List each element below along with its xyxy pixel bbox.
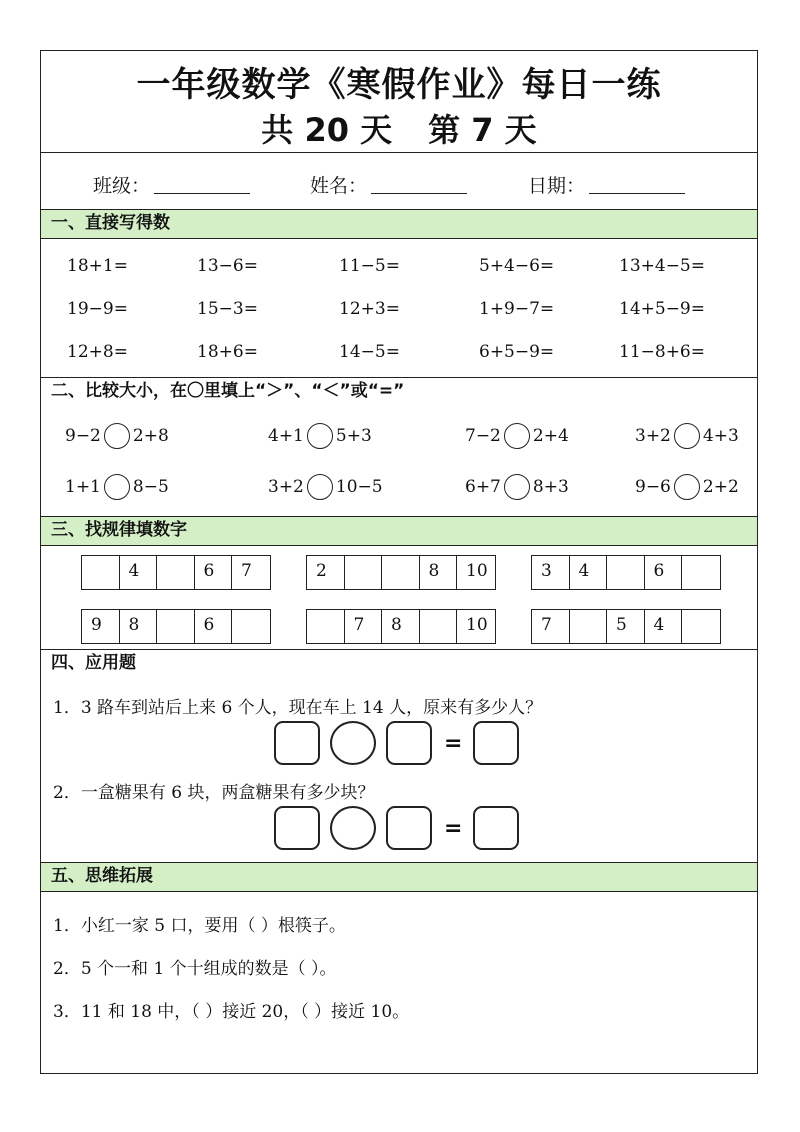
answer-box[interactable] [274,806,320,850]
name-label: 姓名： [310,175,368,197]
sequence-cell[interactable]: 7 [532,610,570,643]
compare-circle[interactable] [504,474,530,500]
compare-item [635,423,739,449]
compare-right: 8−5 [132,477,169,497]
worksheet-title: 一年级数学《寒假作业》每日一练 [136,65,662,105]
s1-problem: 14+5−9= [619,299,705,319]
compare-left: 9−6 [635,477,671,497]
answer-box[interactable] [386,806,432,850]
total-days: 共 20 天 [261,111,393,149]
s1-problem: 11−8+6= [619,342,705,362]
compare-right: 2+8 [132,426,169,446]
compare-circle[interactable] [307,474,333,500]
thinking-question-2: 2．5 个一和 1 个十组成的数是（ ）。 [53,959,337,979]
sequence-cell[interactable]: 5 [607,610,645,643]
compare-right: 2+4 [532,426,569,446]
compare-left: 4+1 [268,426,304,446]
s1-problem: 5+4−6= [479,256,555,276]
day-indicator [41,105,757,151]
operator-circle[interactable] [330,806,376,850]
current-day: 第 7 天 [428,111,537,149]
sequence-cell[interactable] [345,556,383,589]
sequence-cell[interactable] [82,556,120,589]
sequence-cell[interactable]: 4 [570,556,608,589]
sequence-row [531,609,721,644]
compare-left: 6+7 [465,477,501,497]
result-box[interactable] [473,806,519,850]
sequence-row [531,555,721,590]
thinking-question-3: 3．11 和 18 中，（ ）接近 20，（ ）接近 10。 [53,1002,410,1022]
word-problem-1: 1．3 路车到站后上来 6 个人，现在车上 14 人，原来有多少人？ [53,698,543,718]
compare-circle[interactable] [104,423,130,449]
compare-left: 3+2 [268,477,304,497]
compare-left: 3+2 [635,426,671,446]
section1-header: 一、直接写得数 [41,209,757,239]
sequence-cell[interactable]: 4 [120,556,158,589]
name-field[interactable] [310,171,467,198]
sequence-cell[interactable]: 6 [195,556,233,589]
sequence-cell[interactable]: 4 [645,610,683,643]
sequence-cell[interactable] [570,610,608,643]
compare-circle[interactable] [307,423,333,449]
s1-problem: 13−6= [197,256,258,276]
compare-right: 5+3 [335,426,372,446]
compare-circle[interactable] [674,474,700,500]
sequence-cell[interactable]: 8 [382,610,420,643]
sequence-cell[interactable]: 8 [120,610,158,643]
s1-problem: 19−9= [67,299,128,319]
section3-header: 三、找规律填数字 [41,516,757,546]
date-field[interactable] [528,171,685,198]
name-blank[interactable] [371,176,467,194]
compare-left: 9−2 [65,426,101,446]
s1-problem: 11−5= [339,256,400,276]
s1-problem: 13+4−5= [619,256,705,276]
s1-problem: 14−5= [339,342,400,362]
worksheet [40,50,758,1074]
section2-header: 二、比较大小，在〇里填上“＞”、“＜”或“=” [41,377,757,407]
sequence-cell[interactable] [157,556,195,589]
sequence-cell[interactable] [382,556,420,589]
sequence-cell[interactable]: 6 [195,610,233,643]
sequence-cell[interactable]: 7 [241,561,252,581]
sequence-cell[interactable]: 8 [420,556,458,589]
equals-sign: = [444,730,463,756]
compare-circle[interactable] [504,423,530,449]
s1-problem: 15−3= [197,299,258,319]
date-blank[interactable] [589,176,685,194]
sequence-cell[interactable]: 7 [345,610,383,643]
s1-problem: 6+5−9= [479,342,555,362]
sequence-row [306,609,496,644]
sequence-cell[interactable] [682,556,720,589]
compare-item [635,474,739,500]
s1-problem: 18+1= [67,256,128,276]
s1-problem: 12+3= [339,299,400,319]
compare-left: 7−2 [465,426,501,446]
sequence-cell[interactable] [157,610,195,643]
equals-sign: = [444,815,463,841]
sequence-cell[interactable]: 2 [307,556,345,589]
compare-left: 1+1 [65,477,101,497]
sequence-cell[interactable]: 10 [466,561,488,581]
sequence-cell[interactable] [420,610,458,643]
s1-problem: 12+8= [67,342,128,362]
compare-circle[interactable] [104,474,130,500]
compare-item [268,474,383,500]
compare-right: 2+2 [702,477,739,497]
answer-box[interactable] [274,721,320,765]
sequence-row [81,609,271,644]
s1-problem: 18+6= [197,342,258,362]
compare-item [65,474,169,500]
sequence-cell[interactable] [232,610,270,643]
compare-right: 8+3 [532,477,569,497]
compare-right: 10−5 [335,477,383,497]
s1-problem: 1+9−7= [479,299,555,319]
sequence-row [306,555,496,590]
header-divider [41,152,757,153]
sequence-cell[interactable] [607,556,645,589]
sequence-row [81,555,271,590]
sequence-cell[interactable]: 3 [532,556,570,589]
answer-equation-2 [274,806,519,850]
compare-item [465,423,569,449]
result-box[interactable] [473,721,519,765]
section5-header: 五、思维拓展 [41,862,757,892]
answer-equation-1 [274,721,519,765]
sequence-cell[interactable]: 6 [645,556,683,589]
class-blank[interactable] [154,176,250,194]
compare-item [268,423,372,449]
class-label: 班级： [93,175,151,197]
answer-box[interactable] [386,721,432,765]
word-problem-2: 2．一盒糖果有 6 块，两盒糖果有多少块？ [53,783,375,803]
compare-circle[interactable] [674,423,700,449]
operator-circle[interactable] [330,721,376,765]
compare-item [465,474,569,500]
thinking-question-1: 1．小红一家 5 口，要用（ ）根筷子。 [53,916,346,936]
sequence-cell[interactable]: 9 [82,610,120,643]
sequence-cell[interactable]: 10 [466,615,488,635]
sequence-cell[interactable] [307,610,345,643]
section4-header: 四、应用题 [41,649,757,679]
compare-right: 4+3 [702,426,739,446]
compare-item [65,423,169,449]
class-field[interactable] [93,171,250,198]
date-label: 日期： [528,175,586,197]
sequence-cell[interactable] [682,610,720,643]
